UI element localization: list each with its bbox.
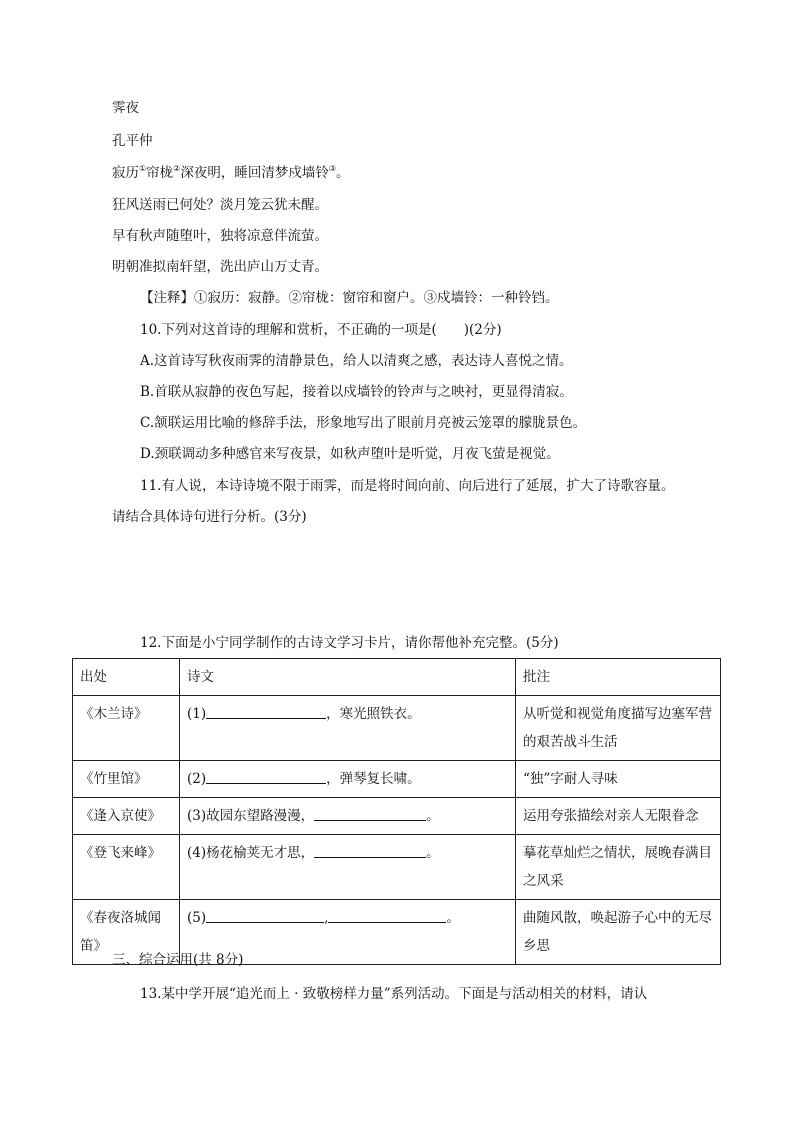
- period: 。: [446, 910, 460, 926]
- comma: ,: [324, 910, 329, 926]
- poem-text-cell: [180, 798, 516, 835]
- poem-line-1-c: 深夜明，睡回清梦戍墙铃: [180, 165, 329, 181]
- answer-blank[interactable]: [206, 769, 326, 784]
- q11-line-1: 11.有人说，本诗诗境不限于雨霁，而是将时间向前、向后进行了延展，扩大了诗歌容量。: [140, 478, 675, 494]
- poem-text-cell: [180, 696, 516, 761]
- item-number: (2): [187, 771, 207, 787]
- footnote-mark-1: ①: [139, 164, 147, 173]
- header-annotation: 批注: [516, 659, 721, 696]
- item-number: (5): [187, 910, 207, 926]
- source-cell: 《竹里馆》: [73, 761, 180, 798]
- table-header-row: [73, 659, 721, 696]
- section-heading: 三、综合运用(共 8分): [112, 952, 244, 968]
- answer-blank[interactable]: [206, 908, 324, 923]
- poem-text-cell: [180, 761, 516, 798]
- table-row: [73, 696, 721, 761]
- poem-author: 孔平仲: [112, 133, 153, 149]
- annotation-cell: 从听觉和视觉角度描写边塞军营的艰苦战斗生活: [516, 696, 721, 761]
- annotation-cell: 运用夸张描绘对亲人无限眷念: [516, 798, 721, 835]
- poem-title: 霁夜: [112, 100, 139, 116]
- annotation-cell: 摹花草灿烂之情状，展晚春满目之风采: [516, 835, 721, 900]
- answer-blank[interactable]: [328, 908, 446, 923]
- annotation-cell: “独”字耐人寻味: [516, 761, 721, 798]
- q12-stem: 12.下面是小宁同学制作的古诗文学习卡片，请你帮他补充完整。(5分): [140, 635, 559, 651]
- annotation-cell: 曲随风散，唤起游子心中的无尽乡思: [516, 900, 721, 965]
- poem-line-2: 狂风送雨已何处？淡月笼云犹未醒。: [112, 197, 328, 213]
- period: 。: [426, 808, 440, 824]
- source-cell: 《逢入京使》: [73, 798, 180, 835]
- source-cell: 《春夜洛城闻笛》: [73, 900, 180, 965]
- q10-option-a: A.这首诗写秋夜雨霁的清静景色，给人以清爽之感，表达诗人喜悦之情。: [140, 353, 573, 369]
- poem-line-1-d: 。: [336, 165, 350, 181]
- table-row: [73, 835, 721, 900]
- poem-line-1: [112, 163, 350, 183]
- poem-text-cell: [180, 835, 516, 900]
- given-text: ，寒光照铁衣。: [326, 706, 421, 722]
- q11-line-2: 请结合具体诗句进行分析。(3分): [112, 509, 307, 525]
- answer-blank[interactable]: [314, 843, 426, 858]
- header-source: 出处: [73, 659, 180, 696]
- given-text: ，弹琴复长啸。: [326, 771, 421, 787]
- q10-option-d: D.颈联调动多种感官来写夜景，如秋声堕叶是听觉，月夜飞萤是视觉。: [140, 446, 560, 462]
- q13-stem: 13.某中学开展“追光而上 · 致敬榜样力量”系列活动。下面是与活动相关的材料，请认: [140, 986, 648, 1002]
- table-row: [73, 798, 721, 835]
- given-text: (4)杨花榆荚无才思，: [187, 845, 315, 861]
- header-poem-text: 诗文: [180, 659, 516, 696]
- poem-line-4: 明朝准拟南轩望，洗出庐山万丈青。: [112, 259, 328, 275]
- poem-line-1-b: 帘栊: [146, 165, 174, 181]
- poem-annotation: 【注释】①寂历：寂静。②帘栊：窗帘和窗户。③戍墙铃：一种铃铛。: [140, 290, 559, 306]
- answer-blank[interactable]: [206, 704, 326, 719]
- q10-option-b: B.首联从寂静的夜色写起，接着以戍墙铃的铃声与之映衬，更显得清寂。: [140, 384, 573, 400]
- period: 。: [426, 845, 440, 861]
- q10-option-c: C.颔联运用比喻的修辞手法，形象地写出了眼前月亮被云笼罩的朦胧景色。: [140, 415, 587, 431]
- study-card-table: [72, 658, 721, 965]
- footnote-mark-2: ②: [173, 164, 181, 173]
- item-number: (1): [187, 706, 207, 722]
- poem-line-1-a: 寂历: [112, 165, 139, 181]
- given-text: (3)故园东望路漫漫，: [187, 808, 315, 824]
- table-row: [73, 761, 721, 798]
- answer-blank[interactable]: [314, 806, 426, 821]
- poem-line-3: 早有秋声随堕叶，独将凉意伴流萤。: [112, 228, 328, 244]
- footnote-mark-3: ③: [328, 164, 337, 173]
- q10-stem: 10.下列对这首诗的理解和赏析，不正确的一项是( )(2分): [140, 322, 502, 338]
- source-cell: 《登飞来峰》: [73, 835, 180, 900]
- source-cell: 《木兰诗》: [73, 696, 180, 761]
